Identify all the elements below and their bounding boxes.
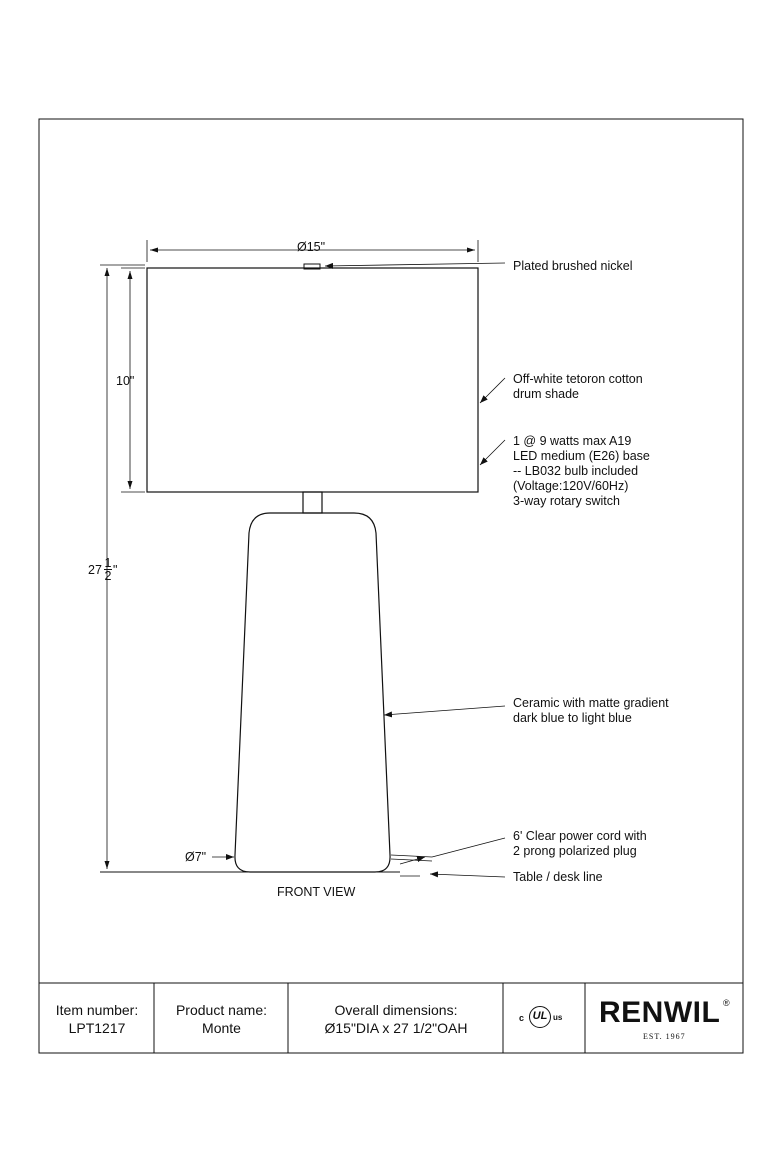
leader-line [480, 440, 505, 465]
item-number-label: Item number: [55, 1002, 139, 1018]
item-number-value: LPT1217 [68, 1020, 126, 1036]
sheet-border [39, 119, 743, 1053]
total-height-suffix: " [113, 563, 118, 577]
leader-line [432, 838, 505, 857]
product-name-cell [155, 1001, 288, 1037]
overall-dimensions-value: Ø15"DIA x 27 1/2"OAH [324, 1020, 468, 1036]
renwil-logo: RENWIL ® EST. 1967 [599, 996, 730, 1041]
callout-ceramic: Ceramic with matte gradient dark blue to light blue [513, 696, 669, 725]
callout-power-cord: 6' Clear power cord with 2 prong polarized plug [513, 829, 647, 858]
overall-dimensions-label: Overall dimensions: [334, 1002, 458, 1018]
total-height-label [88, 558, 128, 588]
leader-line [480, 378, 505, 403]
leader-line [430, 874, 505, 877]
callout-bulb: 1 @ 9 watts max A19 LED medium (E26) base -- LB032 bulb included (Voltage:120V/60Hz) 3-way rotary switch [513, 434, 650, 508]
item-number-cell [40, 1001, 154, 1037]
total-height-numerator: 1 [104, 556, 112, 570]
lamp-shade [147, 268, 478, 492]
overall-dimensions-cell [289, 1001, 503, 1037]
view-label: FRONT VIEW [277, 885, 356, 899]
callout-finial: Plated brushed nickel [513, 259, 633, 273]
power-cord [391, 855, 432, 857]
product-name-value: Monte [202, 1020, 241, 1036]
total-height-denominator: 2 [104, 569, 112, 583]
lamp-body [235, 513, 390, 872]
product-name-label: Product name: [175, 1002, 268, 1018]
shade-diameter-label: Ø15" [297, 240, 326, 254]
lamp-neck [303, 492, 322, 513]
leader-line [325, 263, 505, 266]
callout-desk-line: Table / desk line [513, 870, 603, 884]
leader-line [384, 706, 505, 715]
total-height-whole: 27 [88, 563, 102, 577]
callout-shade: Off-white tetoron cotton drum shade [513, 372, 643, 401]
shade-height-label: 10" [116, 374, 135, 388]
cul-us-certification-icon: c UL us [519, 1004, 571, 1032]
base-diameter-label: Ø7" [185, 850, 207, 864]
